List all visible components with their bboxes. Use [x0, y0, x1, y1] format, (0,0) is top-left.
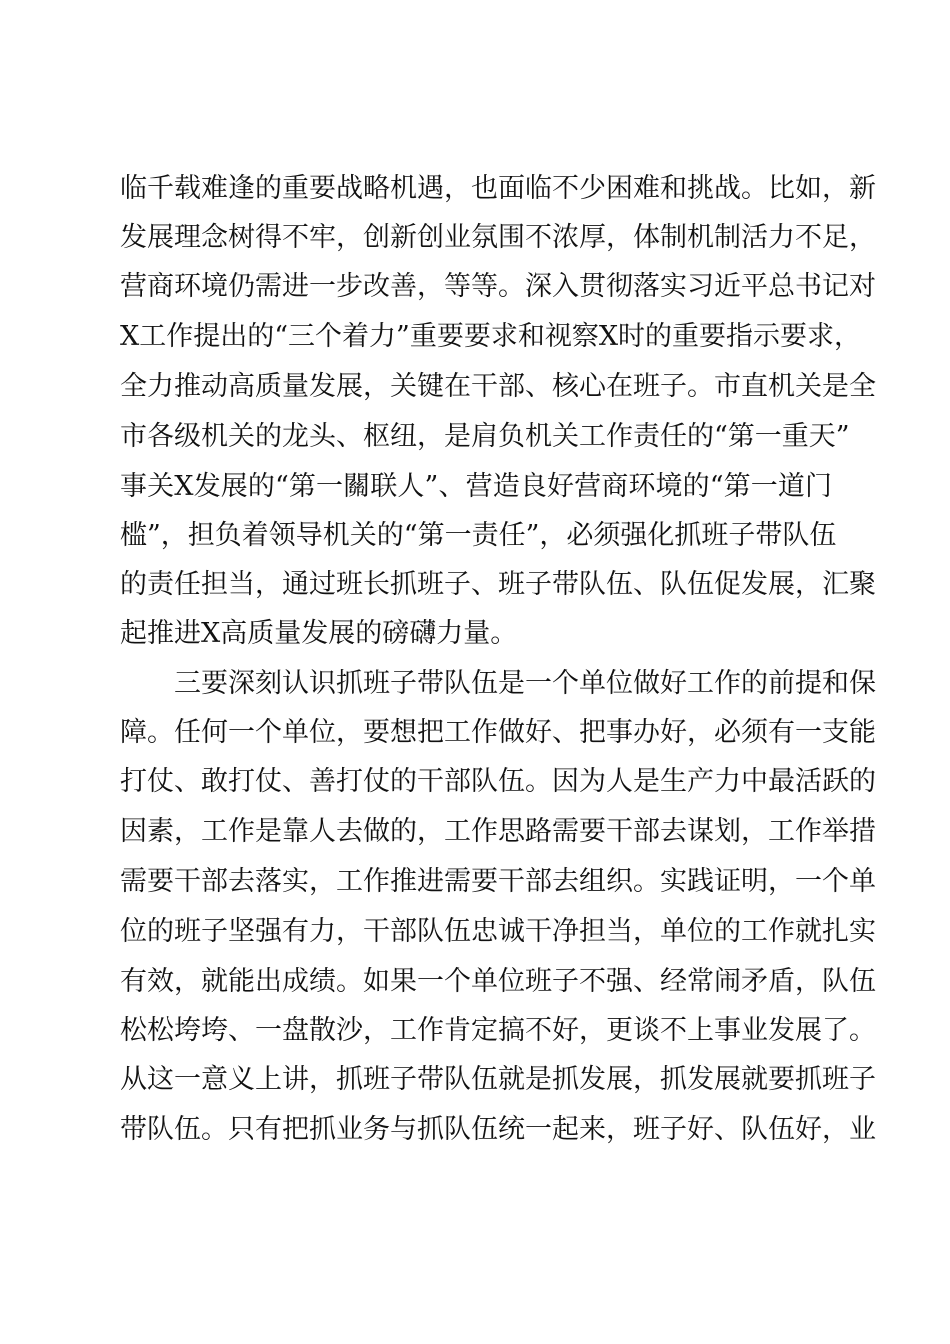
text-line: 带队伍。只有把抓业务与抓队伍统一起来，班子好、队伍好，业 — [120, 1114, 876, 1145]
paragraph-first-line: 三要深刻认识抓班子带队伍是一个单位做好工作的前提和保 — [174, 668, 876, 699]
text-line: 从这一意义上讲，抓班子带队伍就是抓发展，抓发展就要抓班子 — [120, 1064, 876, 1095]
text-line: 全力推动高质量发展，关键在干部、核心在班子。市直机关是全 — [120, 371, 876, 402]
text-line: 松松垮垮、一盘散沙，工作肯定搞不好，更谈不上事业发展了。 — [120, 1015, 876, 1046]
text-line: 槛”，担负着领导机关的“第一责任”，必须强化抓班子带队伍 — [120, 520, 837, 551]
text-line: 市各级机关的龙头、枢纽，是肩负机关工作责任的“第一重天” — [120, 421, 850, 452]
text-line: 需要干部去落实，工作推进需要干部去组织。实践证明，一个单 — [120, 866, 876, 897]
text-line: 临千载难逢的重要战略机遇，也面临不少困难和挑战。比如，新 — [120, 173, 876, 204]
text-line: 发展理念树得不牢，创新创业氛围不浓厚，体制机制活力不足， — [120, 222, 876, 253]
text-line: 打仗、敢打仗、善打仗的干部队伍。因为人是生产力中最活跃的 — [120, 766, 876, 797]
text-line: 事关X发展的“第一關联人”、营造良好营商环境的“第一道门 — [120, 471, 832, 502]
text-line: 的责任担当，通过班长抓班子、班子带队伍、队伍促发展，汇聚 — [120, 569, 876, 600]
text-line: X工作提出的“三个着力”重要要求和视察X时的重要指示要求， — [120, 321, 862, 352]
text-line: 障。任何一个单位，要想把工作做好、把事办好，必须有一支能 — [120, 717, 876, 748]
text-line: 有效，就能出成绩。如果一个单位班子不强、经常闹矛盾，队伍 — [120, 966, 876, 997]
text-line: 起推进X高质量发展的磅礴力量。 — [120, 618, 518, 649]
text-line: 营商环境仍需进一步改善，等等。深入贯彻落实习近平总书记对 — [120, 271, 876, 302]
text-line: 位的班子坚强有力，干部队伍忠诚干净担当，单位的工作就扎实 — [120, 916, 876, 947]
text-line: 因素，工作是靠人去做的，工作思路需要干部去谋划，工作举措 — [120, 816, 876, 847]
